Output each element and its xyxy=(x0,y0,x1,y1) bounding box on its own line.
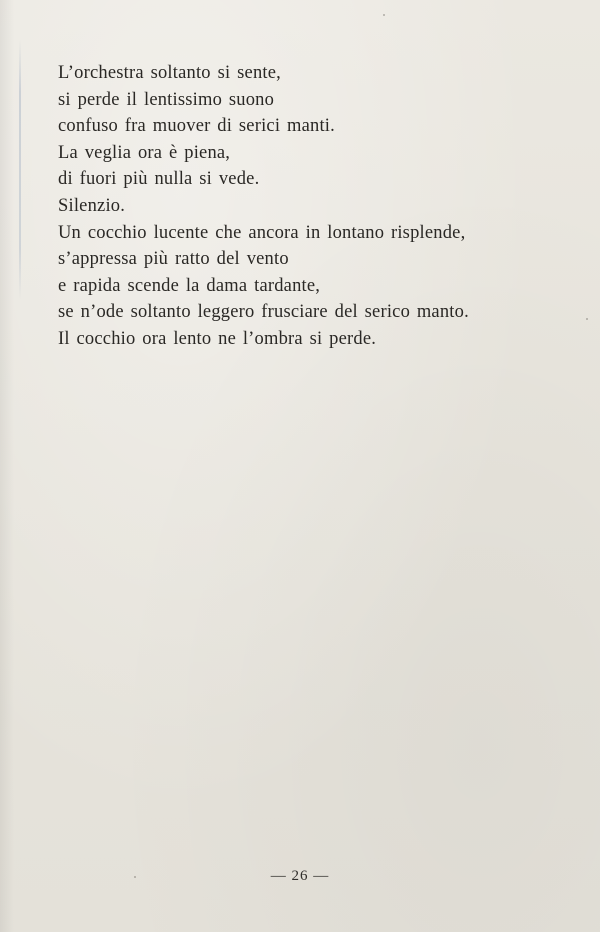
poem-line-8: s’appressa più ratto del vento xyxy=(58,249,289,270)
poem-line-10: se n’ode soltanto leggero frusciare del serico manto. xyxy=(58,302,469,323)
page-number: — 26 — xyxy=(270,868,330,884)
binding-shadow xyxy=(0,0,14,932)
pencil-margin-mark xyxy=(19,40,21,300)
poem-line-1: L’orchestra soltanto si sente, xyxy=(58,63,281,83)
poem-line-4: La veglia ora è piena, xyxy=(58,142,231,163)
poem-text xyxy=(58,60,588,353)
poem-line-9: e rapida scende la dama tardante, xyxy=(58,275,321,296)
poem-line-5: di fuori più nulla si vede. xyxy=(58,169,260,190)
poem-line-3: confuso fra muover di serici manti. xyxy=(58,116,335,137)
poem-line-11: Il cocchio ora lento ne l’ombra si perde. xyxy=(58,328,377,349)
poem-line-6: Silenzio. xyxy=(58,195,126,216)
paper-speck xyxy=(383,14,385,16)
poem-line-2: si perde il lentissimo suono xyxy=(58,89,275,110)
poem-line-7: Un cocchio lucente che ancora in lontano risplende, xyxy=(58,222,466,243)
paper-speck xyxy=(586,318,588,320)
